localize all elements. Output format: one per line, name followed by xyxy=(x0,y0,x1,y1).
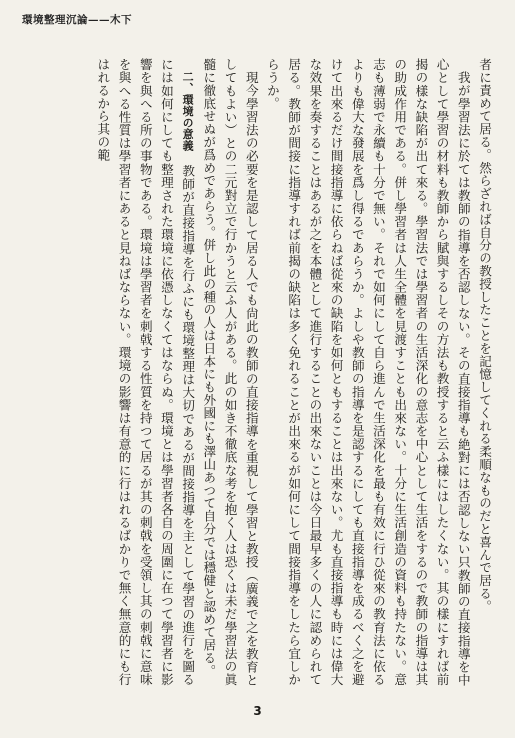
section-heading: 二、環境の意義 xyxy=(181,71,195,152)
paragraph: 現今學習法の必要を是認して居る人でも尙此の教師の直接指導を重視して學習と教授（廣義で之を教育としてもよい）との二元對立で行かうと云ふ人がある。此の如き不徹底な考を抱く人は恐くは未だ學習法の眞髓に徹底せぬが爲めであらう。併し此の種の人は日本にも外國にも澤山あつて自分では穩健と認めて居る。 xyxy=(201,58,259,686)
paragraph: 者に責めて居る。然らざれば自分の教授したことを記憶してくれる柔順なものだと喜んで居る。 xyxy=(477,58,492,613)
paragraph-text: 教師が直接指導を行ふにも環境整理は大切であるが間接指導を主として學習の進行を圖るには如何にしても整理された環境に依憑しなくてはならぬ。環境とは學習者各自の周圍に在つて學習者に影響を與へる所の事物である。環境は學習者を刺戟する性質を持つて居るが其の刺戟を受領し其の刺戟に意味を與へる性質は學習者にあると見ねばならない。環境の影響は有意的に行はれるばかりで無く無意的にも行はれるから其の範 xyxy=(95,58,196,686)
running-header: 環境整理沉論——木下 xyxy=(22,14,132,26)
section-heading-paragraph xyxy=(92,58,198,686)
body-text xyxy=(20,58,495,686)
paragraph: 我が學習法に於ては教師の指導を否認しない。その直接指導も絶對には否認しない只教師の直接指導を中心として學習の材料も教師から賦與するしその方法も教授すると云ふ樣にはしたくない。其の樣にすれば前揭の樣な缺陷が出て來る。學習法では學習者の生活深化の意志を中心として生活をするので教師の指導は其の助成作用である。併し學習者は人生全體を見渡すことも出來ない。十分に生活創造の資料も持たない。意志も薄弱で永續も十分で無い。それで如何にして自ら進んで生活深化を最も有效に行ひ從來の教育法に依るよりも偉大な發展を爲し得るであらうか。よしや教師の指導を是認するにしても直接指導を成るべく之を避けて出來るだけ間接指導に依らねば從來の缺陷を如何ともすることは出來ない。尤も直接指導も時には偉大な效果を奏することはあるが之を本體として進行することの出來ないことは今日最早多くの人に認められて居る。教師が間接に指導すれば前揭の缺陷は多く免れることが出來るが如何にして間接指導をしたら宜しからうか。 xyxy=(264,58,471,686)
page-number: 3 xyxy=(253,704,262,718)
